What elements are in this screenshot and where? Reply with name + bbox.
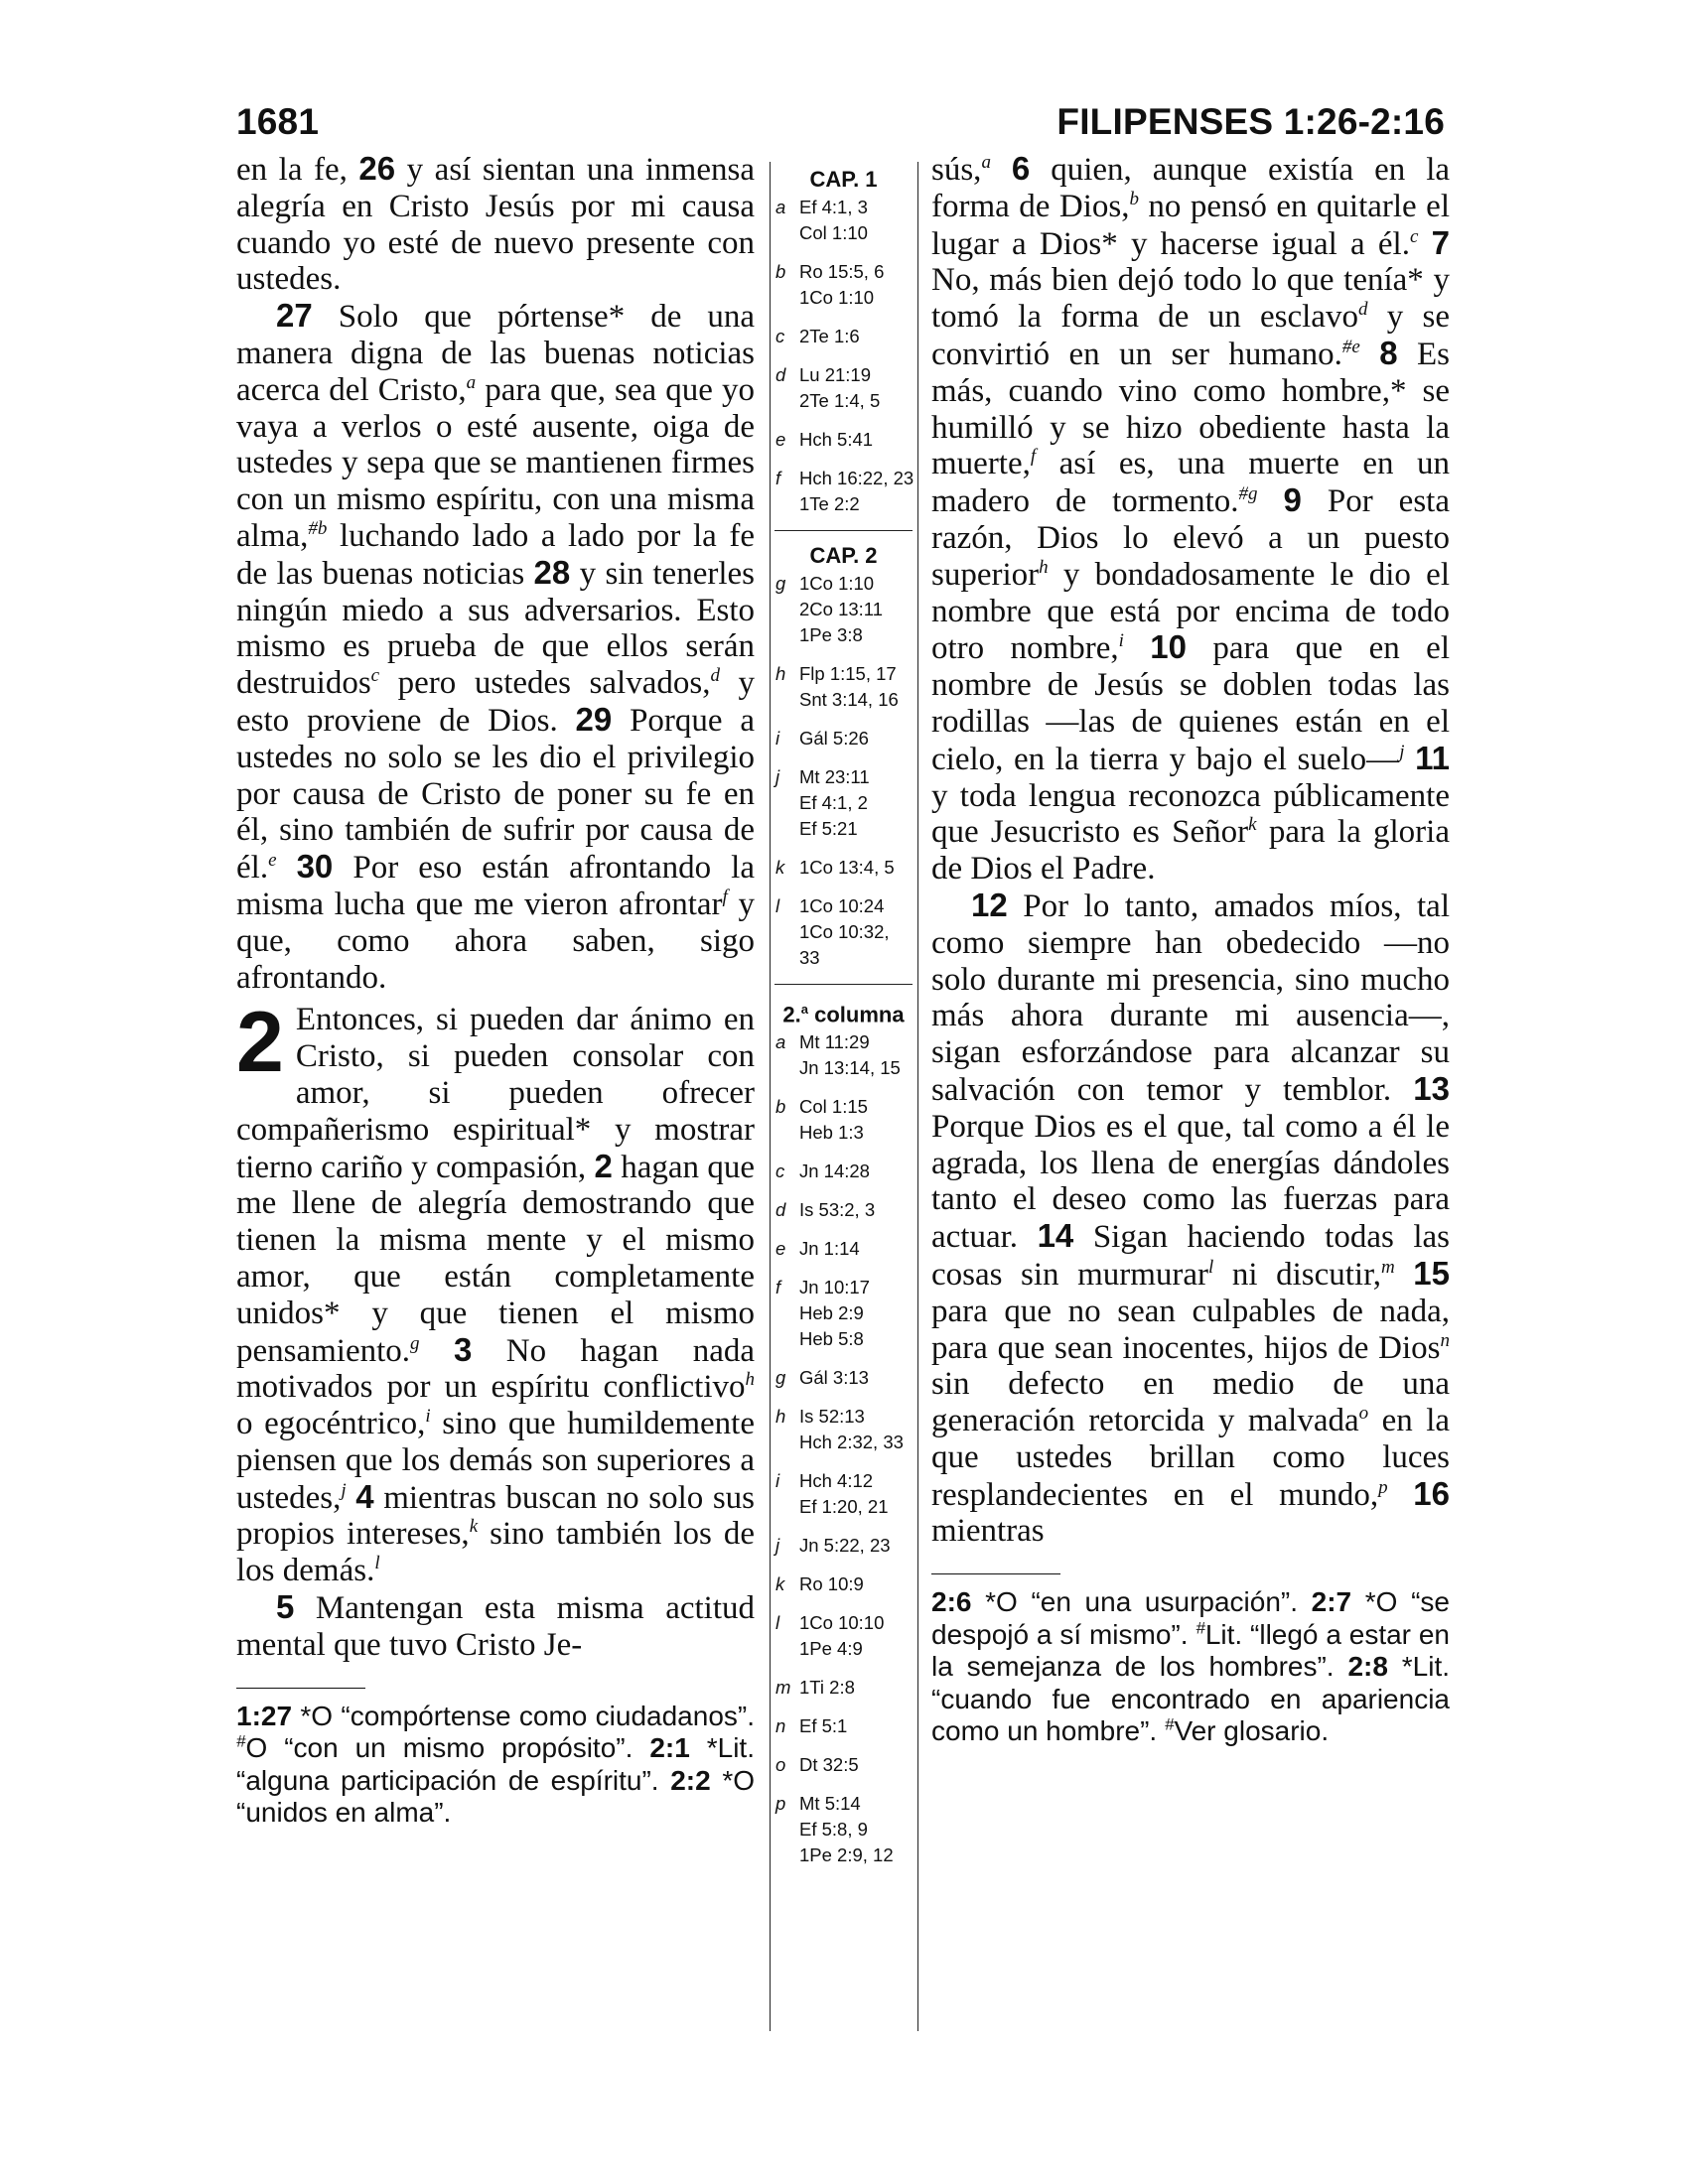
reference-citation[interactable]: Ro 15:5, 6 xyxy=(799,261,885,282)
reference-citation[interactable]: Jn 1:14 xyxy=(799,1238,860,1260)
paragraph xyxy=(931,887,1450,1550)
reference-mark[interactable]: f xyxy=(1030,446,1037,468)
reference-citation[interactable]: 1Co 10:10 xyxy=(799,1612,885,1634)
reference-citation[interactable]: Mt 11:29 xyxy=(799,1031,870,1053)
reference-letter: p xyxy=(775,1793,786,1815)
reference-citation[interactable]: 2Te 1:6 xyxy=(799,326,860,346)
reference-citations xyxy=(799,764,914,842)
column-rule xyxy=(917,162,918,2031)
reference-citations xyxy=(799,893,914,971)
reference-letter: g xyxy=(775,1367,786,1389)
verse-number: 9 xyxy=(1283,481,1302,519)
reference-entry[interactable] xyxy=(773,1197,914,1223)
footnote-ref: 2:2 xyxy=(670,1764,711,1796)
text xyxy=(1395,1257,1414,1293)
verse-number: 30 xyxy=(296,848,334,886)
reference-letter: k xyxy=(775,857,785,878)
text: Porque Dios es el que, tal como a él le agrada, los llena de energías dándoles tanto el deseo como las fuerzas para actuar. xyxy=(931,1108,1450,1256)
footnote-text: *O “unidos en alma”. xyxy=(236,1764,755,1829)
text: sino también los de los demás. xyxy=(236,1516,756,1589)
reference-letter: d xyxy=(775,1199,786,1221)
text: Por lo tanto, amados míos, tal como siempre han obedecido —no solo durante mi presencia, sino mucho más ahora durante mi ausencia—, sigan esforzándose para alcanzar su salvación con temor y temblor. xyxy=(931,887,1450,1108)
footnote-mark: # xyxy=(1165,1714,1175,1734)
reference-letter: c xyxy=(775,1160,785,1182)
reference-citations xyxy=(799,1675,914,1701)
verse-number: 15 xyxy=(1413,1254,1450,1292)
reference-citation[interactable]: Flp 1:15, 17 xyxy=(799,663,897,684)
reference-mark[interactable]: b xyxy=(1129,188,1139,209)
verse-number: 3 xyxy=(453,1330,473,1368)
text: Por esta razón, Dios lo elevó a un puesto superior xyxy=(931,483,1450,593)
reference-citations xyxy=(799,726,914,751)
reference-entry[interactable] xyxy=(773,1159,914,1184)
reference-mark[interactable]: d xyxy=(1357,299,1368,321)
reference-citation[interactable]: 1Co 1:10 xyxy=(799,287,875,308)
reference-letter: b xyxy=(775,261,786,282)
footnote-text: Ver glosario. xyxy=(1174,1715,1330,1747)
verse-number: 12 xyxy=(971,886,1008,923)
reference-citations xyxy=(799,427,914,453)
reference-mark[interactable]: h xyxy=(745,1369,755,1391)
reference-citations xyxy=(799,1533,914,1559)
reference-citation[interactable]: Ef 5:1 xyxy=(799,1715,848,1737)
reference-citation[interactable]: Heb 5:8 xyxy=(799,1328,864,1350)
reference-mark[interactable]: j xyxy=(341,1479,347,1501)
footnote-divider xyxy=(931,1573,1060,1574)
reference-citations xyxy=(799,1094,914,1146)
reference-mark[interactable]: #e xyxy=(1341,336,1360,357)
text: Solo que pórtense* de una manera digna de las buenas noticias acerca del Cristo, xyxy=(236,299,755,408)
reference-letter: a xyxy=(775,197,786,217)
reference-citation[interactable]: Hch 2:32, 33 xyxy=(799,1432,904,1453)
column-heading xyxy=(773,995,914,1029)
reference-citation[interactable]: Hch 16:22, 23 xyxy=(799,468,914,488)
reference-mark[interactable]: p xyxy=(1378,1476,1388,1498)
heading-text: columna xyxy=(808,1002,905,1027)
reference-mark[interactable]: o xyxy=(1358,1403,1369,1425)
text: Es más, cuando vino como hombre,* se humilló y se hizo obediente hasta la muerte, xyxy=(931,336,1451,482)
reference-citation[interactable]: Heb 1:3 xyxy=(799,1122,864,1144)
footnote-divider xyxy=(236,1688,365,1689)
footnote-ref: 2:8 xyxy=(1347,1651,1388,1683)
reference-letter: d xyxy=(775,364,786,385)
text: y bondadosamente le dio el nombre que está por encima de todo otro nombre, xyxy=(931,556,1450,667)
reference-group xyxy=(773,195,914,517)
paragraph xyxy=(236,1589,755,1664)
text: para que en el nombre de Jesús se doblen todas las rodillas —las de quienes están en el cielo, en la tierra y bajo el suelo— xyxy=(931,630,1450,777)
footnote-text: O “con un mismo propósito”. xyxy=(245,1732,650,1764)
reference-citation[interactable]: Ef 4:1, 3 xyxy=(799,197,868,217)
reference-entry[interactable] xyxy=(773,1791,914,1868)
text: y que, como ahora saben, sigo afrontando. xyxy=(236,886,756,996)
text: así es, una muerte en un madero de tormento. xyxy=(931,446,1450,520)
reference-letter: e xyxy=(775,429,786,450)
reference-citations xyxy=(799,1571,914,1597)
reference-letter: g xyxy=(775,573,786,594)
reference-mark[interactable]: k xyxy=(469,1516,479,1538)
footnote-text: *O “se despojó a sí mismo”. xyxy=(931,1586,1450,1650)
text: para que no sean culpables de nada, para que sean inocentes, hijos de Dios xyxy=(931,1293,1450,1366)
reference-entry[interactable] xyxy=(773,1571,914,1597)
footnote-text: Lit. “llegó a estar en la semejanza de los hombres”. xyxy=(931,1618,1450,1683)
footnote-ref: 2:6 xyxy=(931,1586,972,1618)
footnotes xyxy=(931,1586,1450,1748)
verse-number: 8 xyxy=(1379,334,1398,371)
chapter-heading: CAP. 2 xyxy=(809,543,878,568)
reference-citation[interactable]: 1Co 10:24 xyxy=(799,895,885,916)
reference-mark[interactable]: c xyxy=(1409,225,1419,247)
reference-citation[interactable]: Hch 5:41 xyxy=(799,429,874,450)
reference-citation[interactable]: Gál 5:26 xyxy=(799,728,869,749)
reference-citations xyxy=(799,466,914,517)
reference-citation[interactable]: Jn 14:28 xyxy=(799,1160,870,1182)
reference-entry[interactable] xyxy=(773,259,914,311)
reference-mark[interactable]: l xyxy=(1208,1256,1214,1278)
reference-citation[interactable]: Heb 2:9 xyxy=(799,1302,864,1324)
reference-citations xyxy=(799,1197,914,1223)
text: en la que ustedes brillan como luces resplandecientes en el mundo, xyxy=(931,1403,1451,1513)
reference-citations xyxy=(799,1404,914,1455)
reference-citation[interactable]: 1Co 10:32, 33 xyxy=(799,921,890,968)
text xyxy=(1124,630,1150,666)
text: en la fe, xyxy=(236,152,359,188)
text xyxy=(1360,337,1379,372)
reference-mark[interactable]: e xyxy=(268,850,277,872)
reference-entry[interactable] xyxy=(773,1094,914,1146)
reference-letter: i xyxy=(775,728,780,749)
column-rule xyxy=(770,162,771,2031)
verse-number: 29 xyxy=(575,700,613,738)
reference-citation[interactable]: 1Co 13:4, 5 xyxy=(799,857,895,878)
reference-group xyxy=(773,1029,914,1868)
reference-citation[interactable]: Ef 5:8, 9 xyxy=(799,1819,868,1841)
footnote-ref: 2:7 xyxy=(1311,1586,1352,1618)
reference-citation[interactable]: 1Co 1:10 xyxy=(799,573,875,594)
reference-citation[interactable]: Hch 4:12 xyxy=(799,1470,874,1492)
reference-mark[interactable]: #g xyxy=(1238,483,1258,505)
reference-mark[interactable]: i xyxy=(1118,630,1124,652)
reference-letter: m xyxy=(775,1677,791,1699)
text: luchando lado a lado por la fe de las buenas noticias xyxy=(236,517,755,592)
text: Sigan haciendo todas las cosas sin murmurar xyxy=(931,1219,1450,1293)
footnote-text: *O “en una usurpación”. xyxy=(971,1586,1312,1618)
text: sús, xyxy=(931,152,982,188)
reference-letter: h xyxy=(775,663,786,684)
text: mientras xyxy=(931,1513,1045,1550)
text: Mantengan esta misma actitud mental que tuvo Cristo Je- xyxy=(236,1590,755,1663)
text: Entonces, si pueden dar ánimo en Cristo, si pueden consolar con amor, si pueden ofrecer compañerismo espiritual* y mostrar tierno cariño y compasión, xyxy=(236,1002,755,1185)
verse-number: 2 xyxy=(594,1147,613,1184)
reference-citations xyxy=(799,195,914,246)
reference-letter: l xyxy=(775,1612,780,1634)
reference-citations xyxy=(799,1610,914,1662)
text xyxy=(1257,483,1283,519)
verse-number: 14 xyxy=(1037,1217,1074,1255)
reference-citation[interactable]: 2Te 1:4, 5 xyxy=(799,390,881,411)
reference-citation[interactable]: Gál 3:13 xyxy=(799,1367,869,1389)
reference-mark[interactable]: n xyxy=(1440,1329,1450,1351)
footnote-mark: # xyxy=(236,1731,246,1751)
reference-citation[interactable]: Is 52:13 xyxy=(799,1406,865,1428)
text xyxy=(277,850,297,886)
reference-entry[interactable] xyxy=(773,1610,914,1662)
reference-mark[interactable]: l xyxy=(374,1553,380,1574)
footnote-text: *Lit. “alguna participación de espíritu”. xyxy=(236,1732,755,1796)
page-number: 1681 xyxy=(236,101,320,142)
reference-citation[interactable]: Col 1:10 xyxy=(799,222,868,243)
reference-citations xyxy=(799,362,914,414)
running-head: FILIPENSES 1:26-2:16 xyxy=(1056,101,1445,142)
reference-citations xyxy=(799,1365,914,1391)
reference-citation[interactable]: Ro 10:9 xyxy=(799,1573,864,1595)
reference-letter: f xyxy=(775,468,781,488)
reference-mark[interactable]: a xyxy=(981,152,991,173)
reference-entry[interactable] xyxy=(773,1404,914,1455)
heading-text: 2. xyxy=(782,1002,801,1027)
reference-mark[interactable]: f xyxy=(722,886,728,907)
reference-citations xyxy=(799,855,914,881)
verse-number: 11 xyxy=(1415,739,1450,776)
text: sino que humildemente piensen que los demás son superiores a ustedes, xyxy=(236,1406,755,1516)
reference-entry[interactable] xyxy=(773,427,914,453)
reference-entry[interactable] xyxy=(773,855,914,881)
verse-number: 10 xyxy=(1150,628,1188,666)
reference-entry[interactable] xyxy=(773,1236,914,1262)
reference-entry[interactable] xyxy=(773,1365,914,1391)
reference-entry[interactable] xyxy=(773,726,914,751)
reference-entry[interactable] xyxy=(773,1468,914,1520)
text: No hagan nada motivados por un espíritu conflictivo xyxy=(236,1332,756,1406)
text: hagan que me llene de alegría demostrando que tienen la misma mente y el mismo amor, que están completamente unidos* y que tienen el mismo pensamiento. xyxy=(236,1149,755,1369)
reference-citations xyxy=(799,571,914,648)
verse-number: 13 xyxy=(1413,1069,1450,1107)
chapter-heading: CAP. 1 xyxy=(809,167,878,192)
reference-citation[interactable]: 1Pe 4:9 xyxy=(799,1638,863,1660)
footnote-text: *O “compórtense como ciudadanos”. xyxy=(292,1700,755,1731)
footnote-ref: 2:1 xyxy=(649,1732,690,1764)
reference-letter: a xyxy=(775,1031,786,1053)
reference-citations xyxy=(799,1468,914,1520)
reference-entry[interactable] xyxy=(773,1752,914,1778)
reference-letter: j xyxy=(775,766,780,787)
reference-entry[interactable] xyxy=(773,195,914,246)
reference-citations xyxy=(799,1236,914,1262)
reference-citation[interactable]: 1Pe 2:9, 12 xyxy=(799,1844,894,1866)
reference-entry[interactable] xyxy=(773,1713,914,1739)
footnote-mark: # xyxy=(1196,1618,1205,1638)
reference-citation[interactable]: Jn 10:17 xyxy=(799,1277,870,1298)
reference-letter: b xyxy=(775,1096,786,1118)
reference-mark[interactable]: g xyxy=(410,1332,420,1354)
reference-citations xyxy=(799,259,914,311)
reference-citation[interactable]: Lu 21:19 xyxy=(799,364,872,385)
footnote-text: *Lit. “cuando fue encontrado en apariencia como un hombre”. xyxy=(931,1651,1451,1747)
reference-citations xyxy=(799,1275,914,1352)
verse-number: 16 xyxy=(1413,1474,1451,1512)
reference-citation[interactable]: 1Pe 3:8 xyxy=(799,624,863,645)
text: y esto proviene de Dios. xyxy=(236,665,756,739)
text: pero ustedes salvados, xyxy=(379,665,711,702)
reference-citation[interactable]: Is 53:2, 3 xyxy=(799,1199,876,1221)
reference-citations xyxy=(799,1791,914,1868)
text: y se convirtió en un ser humano. xyxy=(931,299,1451,372)
reference-entry[interactable] xyxy=(773,1675,914,1701)
text: Por eso están afrontando la misma lucha que me vieron afrontar xyxy=(236,850,755,922)
text: mientras buscan no solo sus propios intereses, xyxy=(236,1479,756,1553)
paragraph xyxy=(236,995,756,1589)
reference-citations xyxy=(799,1752,914,1778)
reference-mark[interactable]: k xyxy=(1248,814,1257,836)
reference-citation[interactable]: Jn 13:14, 15 xyxy=(799,1057,901,1079)
reference-divider xyxy=(774,530,913,531)
reference-mark[interactable]: i xyxy=(425,1406,431,1428)
paragraph xyxy=(236,298,755,996)
reference-citation[interactable]: Mt 5:14 xyxy=(799,1793,861,1815)
reference-citation[interactable]: Ef 5:21 xyxy=(799,818,858,839)
verse-number: 7 xyxy=(1431,223,1450,261)
text: quien, aunque existía en la forma de Dios, xyxy=(931,152,1451,224)
text: sin defecto en medio de una generación retorcida y malvada xyxy=(931,1366,1450,1439)
verse-number: 5 xyxy=(276,1588,295,1626)
reference-entry[interactable] xyxy=(773,571,914,648)
reference-entry[interactable] xyxy=(773,893,914,971)
reference-entry[interactable] xyxy=(773,466,914,517)
reference-mark[interactable]: j xyxy=(1399,741,1405,762)
verse-number: 6 xyxy=(1011,150,1031,187)
text xyxy=(420,1333,454,1369)
reference-citation[interactable]: Snt 3:14, 16 xyxy=(799,689,899,710)
reference-citation[interactable]: 2Co 13:11 xyxy=(799,599,883,619)
text: ni discutir, xyxy=(1213,1256,1381,1293)
reference-letter: o xyxy=(775,1754,786,1776)
reference-letter: c xyxy=(775,326,785,346)
footnotes xyxy=(236,1701,755,1830)
text xyxy=(1418,226,1431,262)
reference-citation[interactable]: 1Te 2:2 xyxy=(799,493,860,514)
reference-citation[interactable]: 1Ti 2:8 xyxy=(799,1677,855,1699)
reference-citation[interactable]: Dt 32:5 xyxy=(799,1754,859,1776)
reference-citation[interactable]: Col 1:15 xyxy=(799,1096,868,1118)
verse-number: 26 xyxy=(358,150,396,187)
text-column-right xyxy=(931,151,1450,1748)
paragraph xyxy=(236,151,755,298)
reference-entry[interactable] xyxy=(773,1275,914,1352)
reference-entry[interactable] xyxy=(773,764,914,842)
reference-citation[interactable]: Ef 1:20, 21 xyxy=(799,1496,889,1518)
text-column-left xyxy=(236,151,755,1830)
text: y así sientan una inmensa alegría en Cristo Jesús por mi causa cuando yo esté de nuevo presente con ustedes. xyxy=(236,152,755,298)
reference-letter: f xyxy=(775,1277,781,1298)
heading-superscript: a xyxy=(800,1002,808,1017)
reference-citations xyxy=(799,324,914,349)
reference-letter: l xyxy=(775,895,780,916)
reference-group xyxy=(773,571,914,971)
reference-letter: k xyxy=(775,1573,785,1595)
reference-letter: n xyxy=(775,1715,786,1737)
chapter-number: 2 xyxy=(236,995,284,1091)
verse-number: 27 xyxy=(276,297,313,335)
text: No, más bien dejó todo lo que tenía* y tomó la forma de un esclavo xyxy=(931,262,1450,336)
reference-mark[interactable]: m xyxy=(1380,1256,1395,1278)
reference-mark[interactable]: d xyxy=(710,665,720,687)
reference-letter: h xyxy=(775,1406,786,1428)
reference-entry[interactable] xyxy=(773,324,914,349)
reference-mark[interactable]: h xyxy=(1039,556,1049,578)
text: no pensó en quitarle el lugar a Dios* y hacerse igual a él. xyxy=(931,188,1450,262)
reference-entry[interactable] xyxy=(773,362,914,414)
reference-mark[interactable]: #b xyxy=(308,517,328,539)
reference-entry[interactable] xyxy=(773,661,914,713)
verse-number: 4 xyxy=(355,1477,374,1515)
text: para la gloria de Dios el Padre. xyxy=(931,814,1450,887)
reference-citations xyxy=(799,661,914,713)
reference-citation[interactable]: Jn 5:22, 23 xyxy=(799,1535,891,1557)
paragraph xyxy=(931,151,1450,887)
reference-citations xyxy=(799,1713,914,1739)
reference-mark[interactable]: a xyxy=(466,371,477,393)
text: y sin tenerles ningún miedo a sus adversarios. Esto mismo es prueba de que ellos serán destruidos xyxy=(236,555,755,702)
text: y toda lengua reconozca públicamente que Jesucristo es Señor xyxy=(931,777,1450,851)
reference-citation[interactable]: Ef 4:1, 2 xyxy=(799,792,868,813)
text: Porque a ustedes no solo se les dio el privilegio por causa de Cristo de poner su fe en él, sino también de sufrir por causa de él. xyxy=(236,702,755,887)
reference-entry[interactable] xyxy=(773,1533,914,1559)
cross-reference-column xyxy=(773,165,914,1881)
footnote-ref: 1:27 xyxy=(236,1700,293,1731)
reference-entry[interactable] xyxy=(773,1029,914,1081)
reference-divider xyxy=(774,984,913,985)
reference-letter: i xyxy=(775,1470,780,1492)
text xyxy=(991,152,1012,188)
text xyxy=(1388,1477,1414,1513)
text: para que, sea que yo vaya a verlos o esté ausente, oiga de ustedes y sepa que se mantienen firmes con un mismo espíritu, con una misma alma, xyxy=(236,371,756,554)
text xyxy=(347,1480,356,1516)
text xyxy=(1404,742,1415,777)
verse-number: 28 xyxy=(533,553,571,591)
reference-mark[interactable]: c xyxy=(370,665,380,687)
text: o egocéntrico, xyxy=(236,1406,426,1442)
reference-citations xyxy=(799,1159,914,1184)
reference-citations xyxy=(799,1029,914,1081)
reference-letter: j xyxy=(775,1535,780,1557)
reference-citation[interactable]: Mt 23:11 xyxy=(799,766,870,787)
reference-letter: e xyxy=(775,1238,786,1260)
